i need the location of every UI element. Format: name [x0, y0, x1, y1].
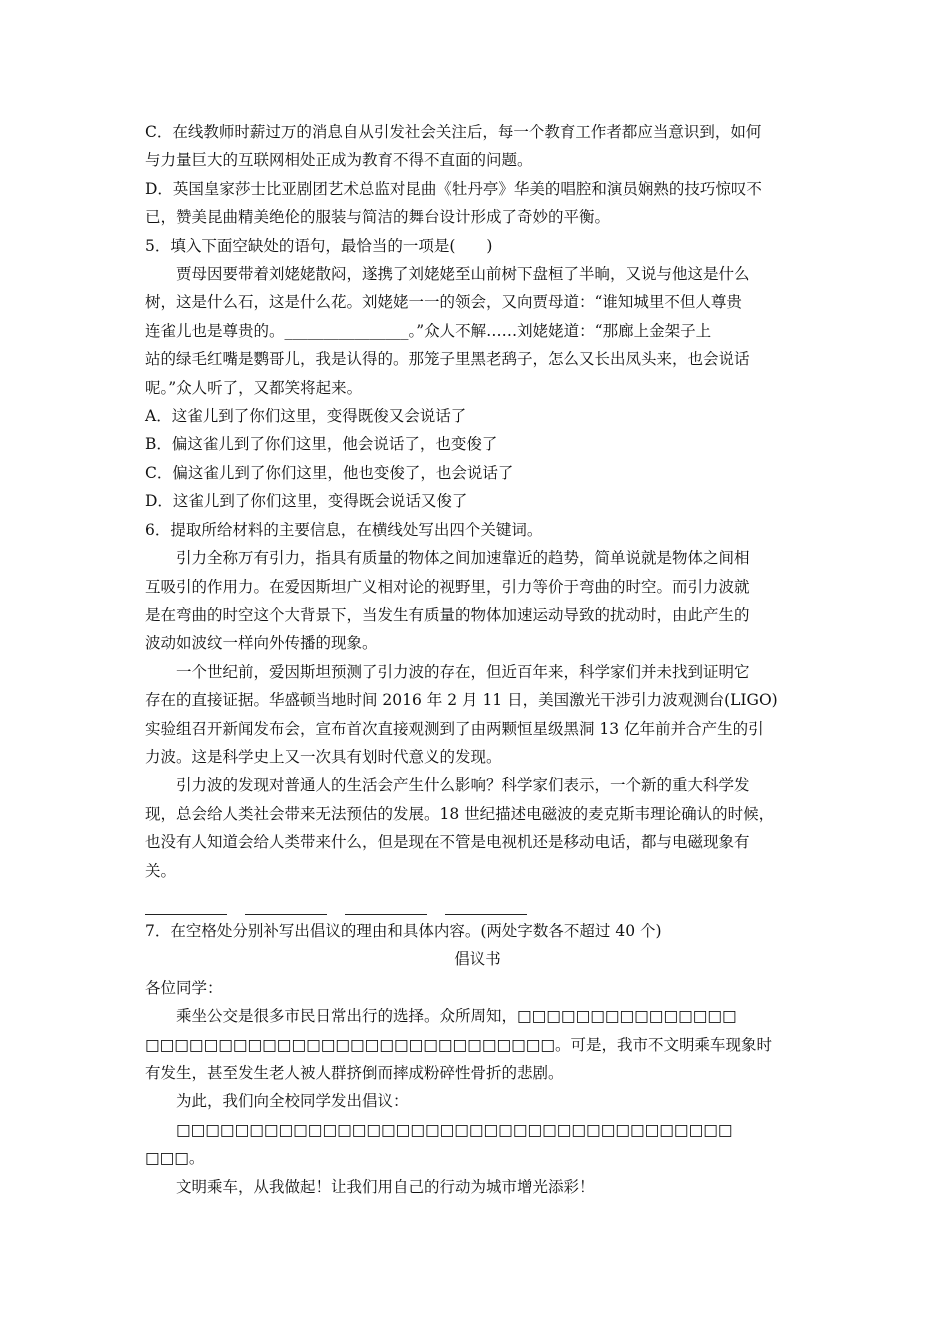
answer-blank-2[interactable] — [245, 913, 327, 915]
q5-option-b: B．偏这雀儿到了你们这里，他会说话了，也变俊了 — [145, 435, 498, 454]
option-c-text-line-2: 与力量巨大的互联网相处正成为教育不得不直面的问题。 — [145, 151, 533, 170]
q6-passage-line: 一个世纪前，爱因斯坦预测了引力波的存在，但近百年来，科学家们并未找到证明它 — [176, 662, 750, 681]
proposal-line: 有发生，甚至发生老人被人群挤倒而摔成粉碎性骨折的悲剧。 — [145, 1064, 564, 1082]
proposal-title: 倡议书 — [454, 950, 501, 969]
q6-passage-line: 关。 — [145, 861, 177, 880]
q5-passage-line: 连雀儿也是尊贵的。________________。”众人不解……刘姥姥道：“那廊上金架子上 — [145, 321, 712, 340]
option-c-text-line-1: C．在线教师时薪过万的消息自从引发社会关注后，每一个教育工作者都应当意识到，如何 — [145, 123, 762, 141]
q6-passage-line: 实验组召开新闻发布会，宣布首次直接观测到了由两颗恒星级黑洞 13 亿年前并合产生的引 — [145, 719, 764, 738]
proposal-closing: 文明乘车，从我做起！让我们用自己的行动为城市增光添彩！ — [176, 1177, 595, 1196]
q5-passage-line: 呢。”众人听了，又都笑将起来。 — [145, 378, 363, 397]
q5-option-c: C．偏这雀儿到了你们这里，他也变俊了，也会说话了 — [145, 463, 514, 482]
q6-passage-line: 波动如波纹一样向外传播的现象。 — [145, 634, 378, 653]
q6-passage-line: 互吸引的作用力。在爱因斯坦广义相对论的视野里，引力等价于弯曲的时空。而引力波就 — [145, 577, 750, 596]
q5-passage-line: 树，这是什么石，这是什么花。刘姥姥一一的领会，又向贾母道：“谁知城里不但人尊贵 — [145, 293, 742, 312]
answer-blank-1[interactable] — [145, 913, 227, 915]
answer-blank-4[interactable] — [445, 913, 527, 915]
q6-passage-line: 存在的直接证据。华盛顿当地时间 2016 年 2 月 11 日，美国激光干涉引力波观测台(LIGO) — [145, 691, 778, 710]
q6-passage-line: 是在弯曲的时空这个大背景下，当发生有质量的物体加速运动导致的扰动时，由此产生的 — [145, 605, 750, 624]
q5-passage-line: 贾母因要带着刘姥姥散闷，遂携了刘姥姥至山前树下盘桓了半晌，又说与他这是什么 — [176, 265, 750, 284]
question-5-prompt: 5．填入下面空缺处的语句，最恰当的一项是( ) — [145, 236, 493, 255]
q5-passage-line: 站的绿毛红嘴是鹦哥儿，我是认得的。那笼子里黑老鸹子，怎么又长出凤头来，也会说话 — [145, 350, 750, 369]
question-6-prompt: 6．提取所给材料的主要信息，在横线处写出四个关键词。 — [145, 520, 543, 539]
proposal-line: □□□□□□□□□□□□□□□□□□□□□□□□□□□□。可是，我市不文明乘车现象时 — [145, 1035, 773, 1054]
q5-option-a: A．这雀儿到了你们这里，变得既俊又会说话了 — [145, 407, 467, 426]
q6-passage-line: 引力全称万有引力，指具有质量的物体之间加速靠近的趋势，简单说就是物体之间相 — [176, 549, 750, 568]
answer-blank-3[interactable] — [345, 913, 427, 915]
proposal-line: 乘坐公交是很多市民日常出行的选择。众所周知，□□□□□□□□□□□□□□□ — [176, 1007, 737, 1026]
q5-option-d: D．这雀儿到了你们这里，变得既会说话又俊了 — [145, 492, 468, 511]
proposal-line: □□□□□□□□□□□□□□□□□□□□□□□□□□□□□□□□□□□□□□ — [176, 1120, 733, 1139]
option-d-text-line-1: D．英国皇家莎士比亚剧团艺术总监对昆曲《牡丹亭》华美的唱腔和演员娴熟的技巧惊叹不 — [145, 179, 762, 198]
q6-answer-blanks — [145, 893, 810, 915]
proposal-line: 为此，我们向全校同学发出倡议： — [176, 1092, 409, 1111]
document-page — [145, 118, 810, 1201]
q6-passage-line: 引力波的发现对普通人的生活会产生什么影响？科学家们表示，一个新的重大科学发 — [176, 776, 750, 795]
q6-passage-line: 力波。这是科学史上又一次具有划时代意义的发现。 — [145, 747, 502, 766]
option-d-text-line-2: 已，赞美昆曲精美绝伦的服装与简洁的舞台设计形成了奇妙的平衡。 — [145, 208, 611, 227]
q6-passage-line: 现，总会给人类社会带来无法预估的发展。18 世纪描述电磁波的麦克斯韦理论确认的时候， — [145, 804, 775, 823]
proposal-line: □□□。 — [145, 1149, 205, 1168]
q6-passage-line: 也没有人知道会给人类带来什么，但是现在不管是电视机还是移动电话，都与电磁现象有 — [145, 833, 750, 852]
proposal-salutation: 各位同学： — [145, 978, 223, 997]
question-7-prompt: 7．在空格处分别补写出倡议的理由和具体内容。(两处字数各不超过 40 个) — [145, 921, 662, 940]
